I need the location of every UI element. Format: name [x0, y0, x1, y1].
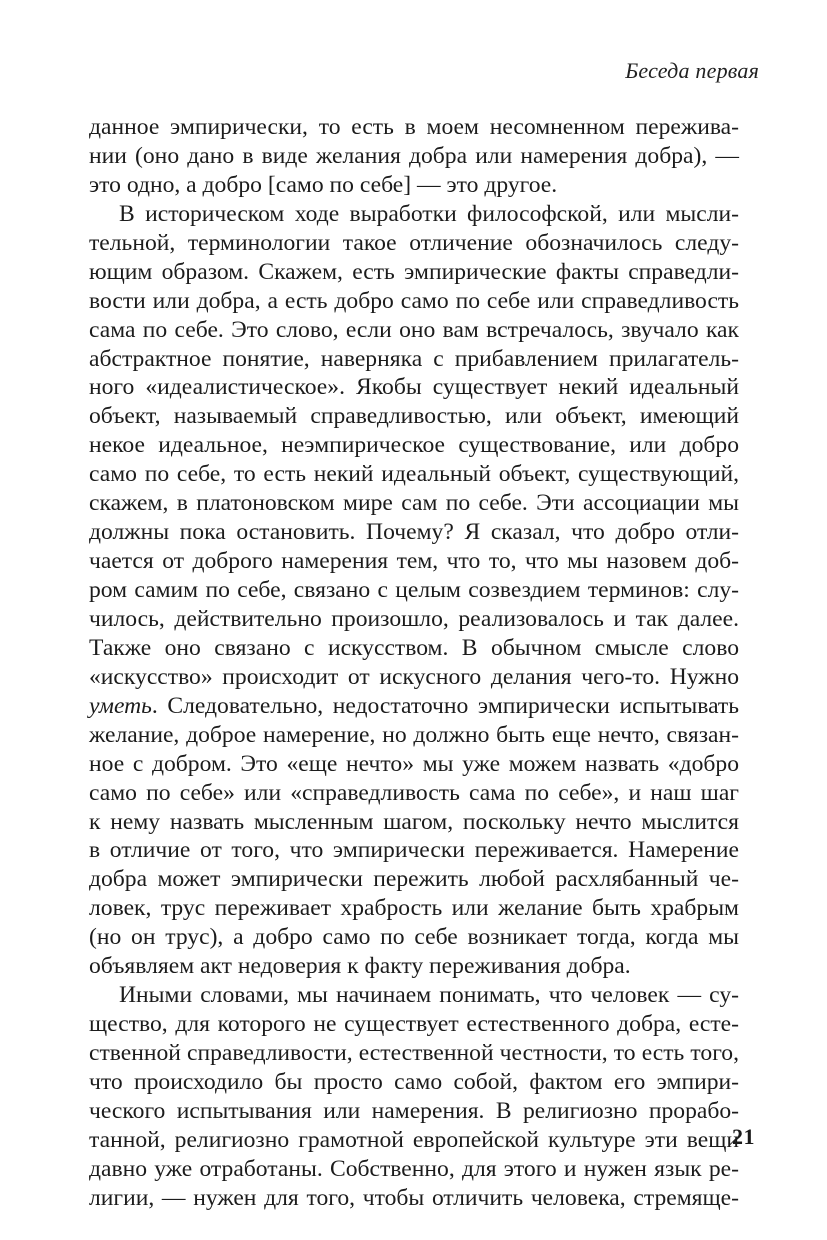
line-text: ного «идеалистическое». Якобы существует некий идеальный [89, 374, 739, 401]
text-line [89, 489, 739, 518]
text-line [89, 431, 739, 460]
text-line [89, 345, 739, 374]
line-text: это одно, а добро [само по себе] — это другое. [89, 171, 558, 198]
text-line [89, 1155, 739, 1184]
text-line [89, 808, 739, 837]
text-line [89, 373, 739, 402]
text-line [89, 113, 739, 142]
text-line [89, 692, 739, 721]
line-text: . Следовательно, недостаточно эмпирически испытывать [151, 692, 739, 719]
line-text: ловек, трус переживает храбрость или желание быть храбрым [89, 895, 739, 922]
line-text: тельной, терминологии такое отличение обозначилось следу- [89, 229, 739, 256]
line-text: должны пока остановить. Почему? Я сказал, что добро отли- [89, 519, 739, 546]
text-line [89, 1068, 739, 1097]
line-text: ческого испытывания или намерения. В религиозно прорабо- [89, 1097, 739, 1124]
line-text: некое идеальное, неэмпирическое существование, или добро [89, 432, 739, 459]
page-number: 21 [732, 1124, 755, 1149]
line-text: давно уже отработаны. Собственно, для этого и нужен язык ре- [89, 1155, 739, 1182]
text-line [89, 1126, 739, 1155]
text-line [89, 1010, 739, 1039]
line-text: лигии, — нужен для того, чтобы отличить человека, стремяще- [89, 1184, 739, 1211]
line-text: желание, доброе намерение, но должно быть еще нечто, связан- [89, 721, 739, 748]
text-line [89, 923, 739, 952]
text-line [89, 171, 739, 200]
line-text: (но он трус), а добро само по себе возникает тогда, когда мы [89, 924, 739, 951]
line-text: ром самим по себе, связано с целым созвездием терминов: слу- [89, 577, 739, 603]
line-text: чается от доброго намерения тем, что то, что мы назовем доб- [89, 548, 739, 575]
line-text: Иными словами, мы начинаем понимать, что человек — су- [119, 982, 739, 1009]
text-line [89, 229, 739, 258]
text-line [89, 1097, 739, 1126]
text-line [89, 200, 739, 229]
text-line [89, 402, 739, 431]
line-text: само по себе, то есть некий идеальный объект, существующий, [89, 461, 739, 488]
text-line [89, 634, 739, 663]
line-text: чилось, действительно произошло, реализовалось и так далее. [89, 605, 739, 632]
text-line [89, 1184, 739, 1213]
text-line [89, 952, 739, 981]
line-text: В историческом ходе выработки философской, или мысли- [119, 200, 739, 227]
running-head: Беседа первая [625, 58, 759, 83]
line-text: добра может эмпирически пережить любой расхлябанный че- [89, 866, 739, 893]
text-line [89, 142, 739, 171]
text-line [89, 663, 739, 692]
text-line [89, 721, 739, 750]
line-text: объявляем акт недоверия к факту переживания добра. [89, 953, 631, 980]
text-line [89, 576, 739, 605]
text-line [89, 460, 739, 489]
line-text: «искусство» происходит от искусного делания чего-то. Нужно [89, 663, 739, 690]
text-line [89, 258, 739, 287]
text-line [89, 836, 739, 865]
line-text: в отличие от того, что эмпирически переживается. Намерение [89, 837, 739, 864]
emphasis: уметь [89, 692, 152, 719]
text-line [89, 865, 739, 894]
line-text: Также оно связано с искусством. В обычном смысле слово [89, 634, 739, 661]
line-text: данное эмпирически, то есть в моем несомненном пережива- [89, 114, 739, 140]
line-text: к нему назвать мысленным шагом, поскольку нечто мыслится [89, 808, 739, 835]
text-line [89, 779, 739, 808]
line-text: сама по себе. Это слово, если оно вам встречалось, звучало как [89, 316, 739, 343]
line-text: само по себе» или «справедливость сама по себе», и наш шаг [89, 779, 739, 806]
text-line [89, 1039, 739, 1068]
line-text: ственной справедливости, естественной честности, то есть того, [89, 1040, 739, 1066]
line-text: щество, для которого не существует естественного добра, есте- [89, 1011, 739, 1038]
line-text: нии (оно дано в виде желания добра или намерения добра), — [89, 142, 739, 169]
line-text: ное с добром. Это «еще нечто» мы уже можем назвать «добро [89, 750, 739, 777]
line-text: вости или добра, а есть добро само по себе или справедливость [89, 287, 739, 314]
text-line [89, 981, 739, 1010]
text-line [89, 750, 739, 779]
line-text: объект, называемый справедливостью, или объект, имеющий [89, 403, 739, 430]
line-text: что происходило бы просто само собой, фактом его эмпири- [89, 1068, 739, 1095]
body-text [89, 113, 739, 1213]
line-text: ющим образом. Скажем, есть эмпирические факты справедли- [89, 258, 739, 285]
line-text: скажем, в платоновском мире сам по себе. Эти ассоциации мы [89, 490, 739, 517]
line-text: танной, религиозно грамотной европейской культуре эти вещи [89, 1126, 739, 1153]
line-text: абстрактное понятие, наверняка с прибавлением прилагатель- [89, 345, 739, 372]
text-line [89, 287, 739, 316]
text-line [89, 518, 739, 547]
text-line [89, 316, 739, 345]
text-line [89, 547, 739, 576]
text-line [89, 894, 739, 923]
text-line [89, 605, 739, 634]
